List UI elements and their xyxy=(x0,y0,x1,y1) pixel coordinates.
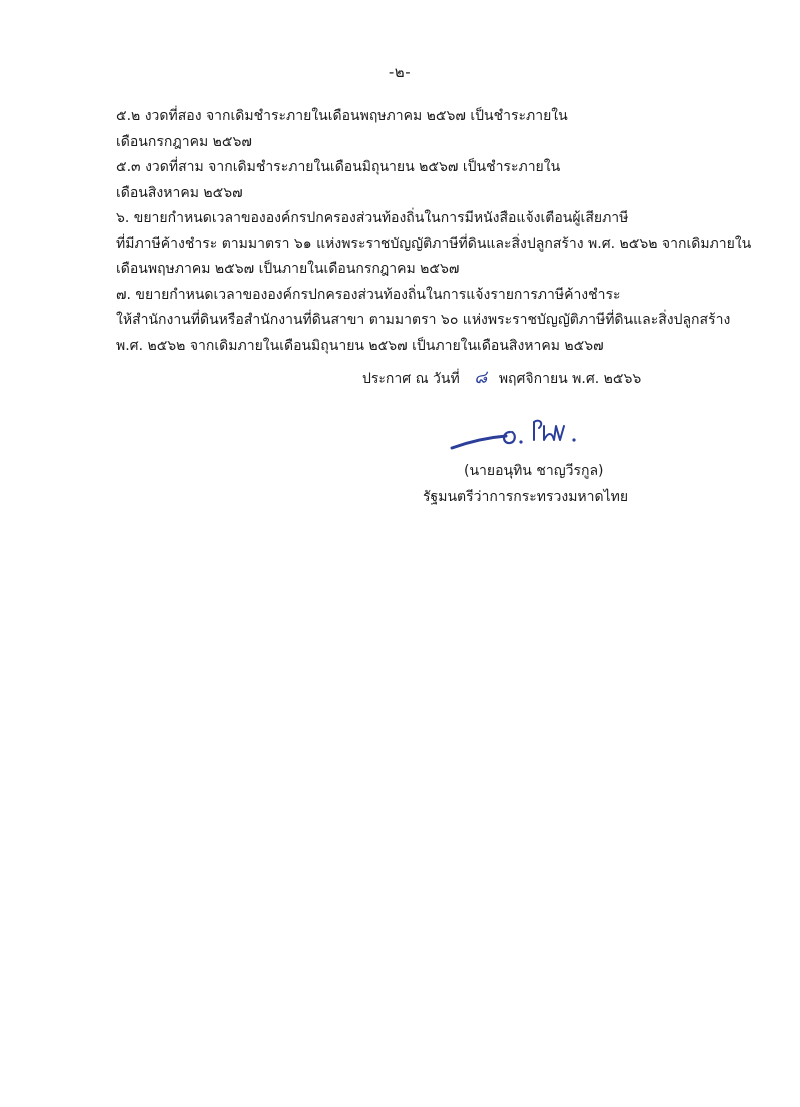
announcement-suffix: พฤศจิกายน พ.ศ. ๒๕๖๖ xyxy=(498,371,642,387)
text-line: เดือนกรกฎาคม ๒๕๖๗ xyxy=(116,133,252,150)
text-line: ให้สำนักงานที่ดินหรือสำนักงานที่ดินสาขา ตามมาตรา ๖๐ แห่งพระราชบัญญัติภาษีที่ดินและสิ่งปลูกสร้าง xyxy=(116,312,731,328)
clause-6 xyxy=(116,206,752,283)
text-line: ที่มีภาษีค้างชำระ ตามมาตรา ๖๑ แห่งพระราชบัญญัติภาษีที่ดินและสิ่งปลูกสร้าง พ.ศ. ๒๕๖๒ จากเดิมภายใน xyxy=(116,235,752,252)
text-line: พ.ศ. ๒๕๖๒ จากเดิมภายในเดือนมิถุนายน ๒๕๖๗ เป็นภายในเดือนสิงหาคม ๒๕๖๗ xyxy=(116,337,604,354)
clause-5-3 xyxy=(116,155,728,206)
text-line: ๗. ขยายกำหนดเวลาขององค์กรปกครองส่วนท้องถิ่นในการแจ้งรายการภาษีค้างชำระ xyxy=(116,286,621,303)
text-line: ๕.๓ งวดที่สาม จากเดิมชำระภายในเดือนมิถุนายน ๒๕๖๗ เป็นชำระภายใน xyxy=(116,159,561,175)
page-number: -๒- xyxy=(388,63,412,81)
announcement-prefix: ประกาศ ณ วันที่ xyxy=(362,371,460,387)
handwritten-day: ๘ xyxy=(472,367,488,389)
clause-7 xyxy=(116,283,731,360)
clause-5-2 xyxy=(116,104,728,155)
text-line: เดือนสิงหาคม ๒๕๖๗ xyxy=(116,184,243,201)
announcement-date xyxy=(362,364,641,391)
signer-name-text: (นายอนุทิน ชาญวีรกูล) xyxy=(464,463,604,479)
text-line: ๖. ขยายกำหนดเวลาขององค์กรปกครองส่วนท้องถิ่นในการมีหนังสือแจ้งเตือนผู้เสียภาษี xyxy=(116,210,629,226)
text-line: เดือนพฤษภาคม ๒๕๖๗ เป็นภายในเดือนกรกฎาคม ๒๕๖๗ xyxy=(116,261,460,277)
handwritten-signature xyxy=(444,410,604,460)
document-body xyxy=(116,104,752,359)
signer-title: รัฐมนตรีว่าการกระทรวงมหาดไทย xyxy=(423,489,629,505)
text-line: ๕.๒ งวดที่สอง จากเดิมชำระภายในเดือนพฤษภาคม ๒๕๖๗ เป็นชำระภายใน xyxy=(116,108,568,124)
